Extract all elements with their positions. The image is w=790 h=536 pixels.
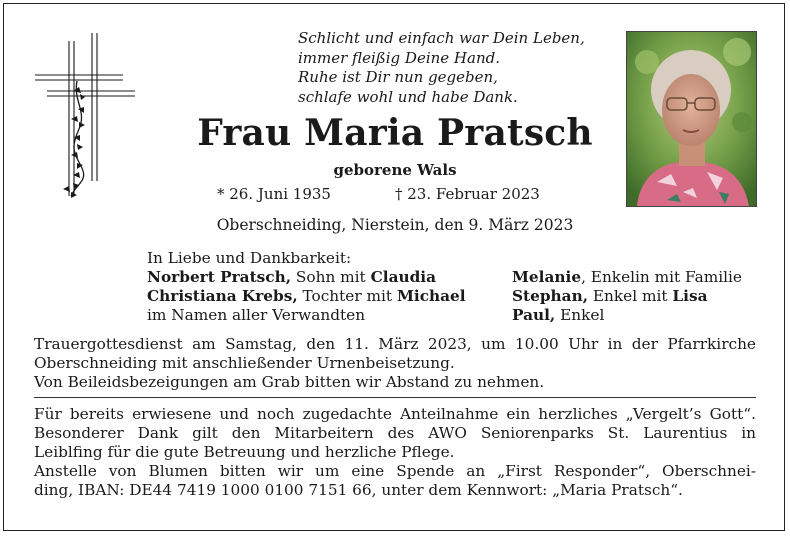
maiden-name: geborene Wals xyxy=(333,161,457,179)
thanks-line: Besonderer Dank gilt den Mitarbeitern des AWO Seniorenparks St. Laurentius in xyxy=(34,424,756,442)
poem-line: immer fleißig Deine Hand. xyxy=(298,48,500,67)
mourner-relation: Enkel xyxy=(555,306,605,324)
mourner-partner: Lisa xyxy=(672,287,708,305)
mourner-partner: Michael xyxy=(396,287,466,305)
service-paragraph xyxy=(34,335,756,392)
mourner-name: Paul, xyxy=(512,306,556,324)
thanks-line: Für bereits erwiesene und noch zugedachte Anteilnahme ein herzliches „Vergelt’s Gott“. xyxy=(34,405,756,423)
mourner-line xyxy=(512,268,742,287)
poem-line: schlafe wohl und habe Dank. xyxy=(298,87,518,106)
mourner-relation: Tochter mit xyxy=(297,287,397,305)
thanks-line: Anstelle von Blumen bitten wir um eine Spende an „First Responder“, Oberschnei- xyxy=(34,462,756,480)
poem-line: Schlicht und einfach war Dein Leben, xyxy=(298,29,585,47)
mourner-name: Melanie xyxy=(512,268,582,286)
mourners-right xyxy=(512,268,742,325)
mourners-left xyxy=(147,249,466,325)
thanks-paragraph xyxy=(34,405,756,500)
thanks-line: ding, IBAN: DE44 7419 1000 0100 7151 66, unter dem Kennwort: „Maria Pratsch“. xyxy=(34,481,683,499)
mourners-others: im Namen aller Verwandten xyxy=(147,306,366,324)
mourner-relation: Sohn mit xyxy=(291,268,371,286)
poem xyxy=(298,29,585,107)
mourner-relation: Enkel mit xyxy=(588,287,673,305)
poem-line: Ruhe ist Dir nun gegeben, xyxy=(298,68,498,86)
divider xyxy=(34,397,756,398)
mourner-name: Norbert Pratsch, xyxy=(147,268,292,286)
birth-date: * 26. Juni 1935 xyxy=(217,185,331,203)
mourner-name: Christiana Krebs, xyxy=(147,287,298,305)
deceased-name: Frau Maria Pratsch xyxy=(197,112,593,154)
service-line: Oberschneiding mit anschließender Urnenbeisetzung. xyxy=(34,354,455,372)
mourner-line xyxy=(512,306,742,325)
place-date: Oberschneiding, Nierstein, den 9. März 2023 xyxy=(216,216,574,234)
mourner-line xyxy=(512,287,742,306)
mourner-relation: , Enkelin mit Familie xyxy=(581,268,742,286)
service-line: Trauergottesdienst am Samstag, den 11. März 2023, um 10.00 Uhr in der Pfarrkirche xyxy=(34,335,756,353)
mourner-line xyxy=(147,287,466,306)
mourner-partner: Claudia xyxy=(370,268,437,286)
mourner-name: Stephan, xyxy=(512,287,589,305)
mourners-intro: In Liebe und Dankbarkeit: xyxy=(147,249,352,267)
service-line: Von Beileidsbezeigungen am Grab bitten wir Abstand zu nehmen. xyxy=(34,373,545,391)
death-date: † 23. Februar 2023 xyxy=(395,185,540,203)
thanks-line: Leiblfing für die gute Betreuung und herzliche Pflege. xyxy=(34,443,455,461)
mourner-line xyxy=(147,268,466,287)
